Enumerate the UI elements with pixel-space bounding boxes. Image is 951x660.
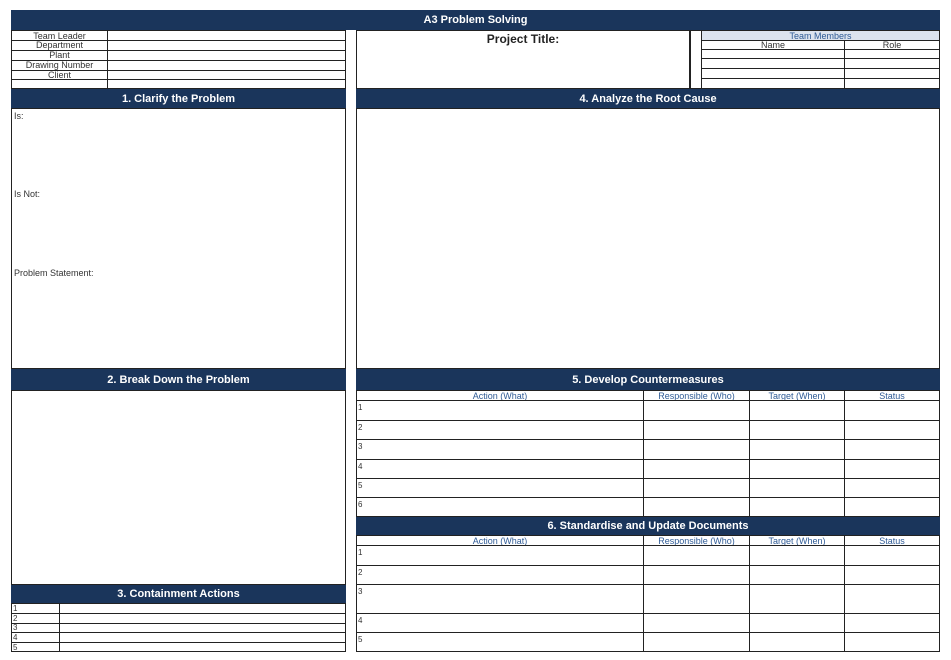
section-5-title: 5. Develop Countermeasures <box>572 373 724 386</box>
col-responsible: Responsible (Who) <box>658 536 735 546</box>
label-department: Department <box>35 40 84 50</box>
is-not-label: Is Not: <box>14 189 41 199</box>
label-plant: Plant <box>49 50 70 60</box>
info-table <box>11 30 346 89</box>
col-responsible: Responsible (Who) <box>658 391 735 401</box>
col-action: Action (What) <box>472 536 528 546</box>
standardise-row-number: 2 <box>358 568 363 577</box>
team-name-column: Name <box>760 40 785 50</box>
section-3-title: 3. Containment Actions <box>117 588 240 600</box>
standardise-row-number: 1 <box>358 548 363 557</box>
section-3-header <box>11 585 346 603</box>
col-target: Target (When) <box>768 536 826 546</box>
standardise-row-number: 5 <box>358 635 363 644</box>
containment-row-number: 2 <box>13 614 18 623</box>
standardise-row-number: 3 <box>358 587 363 596</box>
is-label: Is: <box>14 111 24 121</box>
standardise-table <box>356 535 940 652</box>
section-5-header <box>356 369 940 390</box>
client-field[interactable] <box>108 71 345 79</box>
team-members-header: Team Members <box>789 31 852 41</box>
countermeasure-row-number: 2 <box>358 423 363 432</box>
countermeasures-table <box>356 390 940 517</box>
label-client: Client <box>47 70 71 80</box>
col-status: Status <box>879 536 905 546</box>
label-drawing-number: Drawing Number <box>25 60 94 70</box>
team-role-column: Role <box>882 40 902 50</box>
root-cause-area[interactable] <box>356 108 940 369</box>
page-title: A3 Problem Solving <box>423 14 528 26</box>
section-2-title: 2. Break Down the Problem <box>107 373 250 386</box>
plant-field[interactable] <box>108 51 345 60</box>
team-members-table <box>690 30 940 89</box>
project-title-box[interactable] <box>356 30 690 89</box>
standardise-row-number: 4 <box>358 616 363 625</box>
containment-table <box>11 603 346 652</box>
project-title-label: Project Title: <box>486 32 560 46</box>
section-4-header <box>356 89 940 108</box>
section-1-header <box>11 89 346 108</box>
col-action: Action (What) <box>472 391 528 401</box>
section-2-header <box>11 369 346 390</box>
containment-row-number: 3 <box>13 623 18 632</box>
countermeasure-row-number: 3 <box>358 442 363 451</box>
section-6-title: 6. Standardise and Update Documents <box>547 520 749 532</box>
countermeasure-row-number: 5 <box>358 481 363 490</box>
section-6-header <box>356 517 940 535</box>
a3-title-bar <box>11 10 940 30</box>
col-target: Target (When) <box>768 391 826 401</box>
containment-row-number: 5 <box>13 643 18 652</box>
containment-row-number: 4 <box>13 633 18 642</box>
countermeasure-row-number: 4 <box>358 462 363 471</box>
section-4-title: 4. Analyze the Root Cause <box>579 92 717 105</box>
label-team-leader: Team Leader <box>33 31 86 41</box>
break-down-area[interactable] <box>11 390 346 585</box>
col-status: Status <box>879 391 905 401</box>
drawing-number-field[interactable] <box>108 61 345 70</box>
countermeasure-row-number: 6 <box>358 500 363 509</box>
problem-statement-label: Problem Statement: <box>14 268 94 278</box>
team-leader-field[interactable] <box>108 31 345 40</box>
section-1-title: 1. Clarify the Problem <box>121 92 236 105</box>
clarify-problem-area[interactable] <box>11 108 346 369</box>
containment-row-number: 1 <box>13 604 18 613</box>
countermeasure-row-number: 1 <box>358 403 363 412</box>
department-field[interactable] <box>108 41 345 50</box>
